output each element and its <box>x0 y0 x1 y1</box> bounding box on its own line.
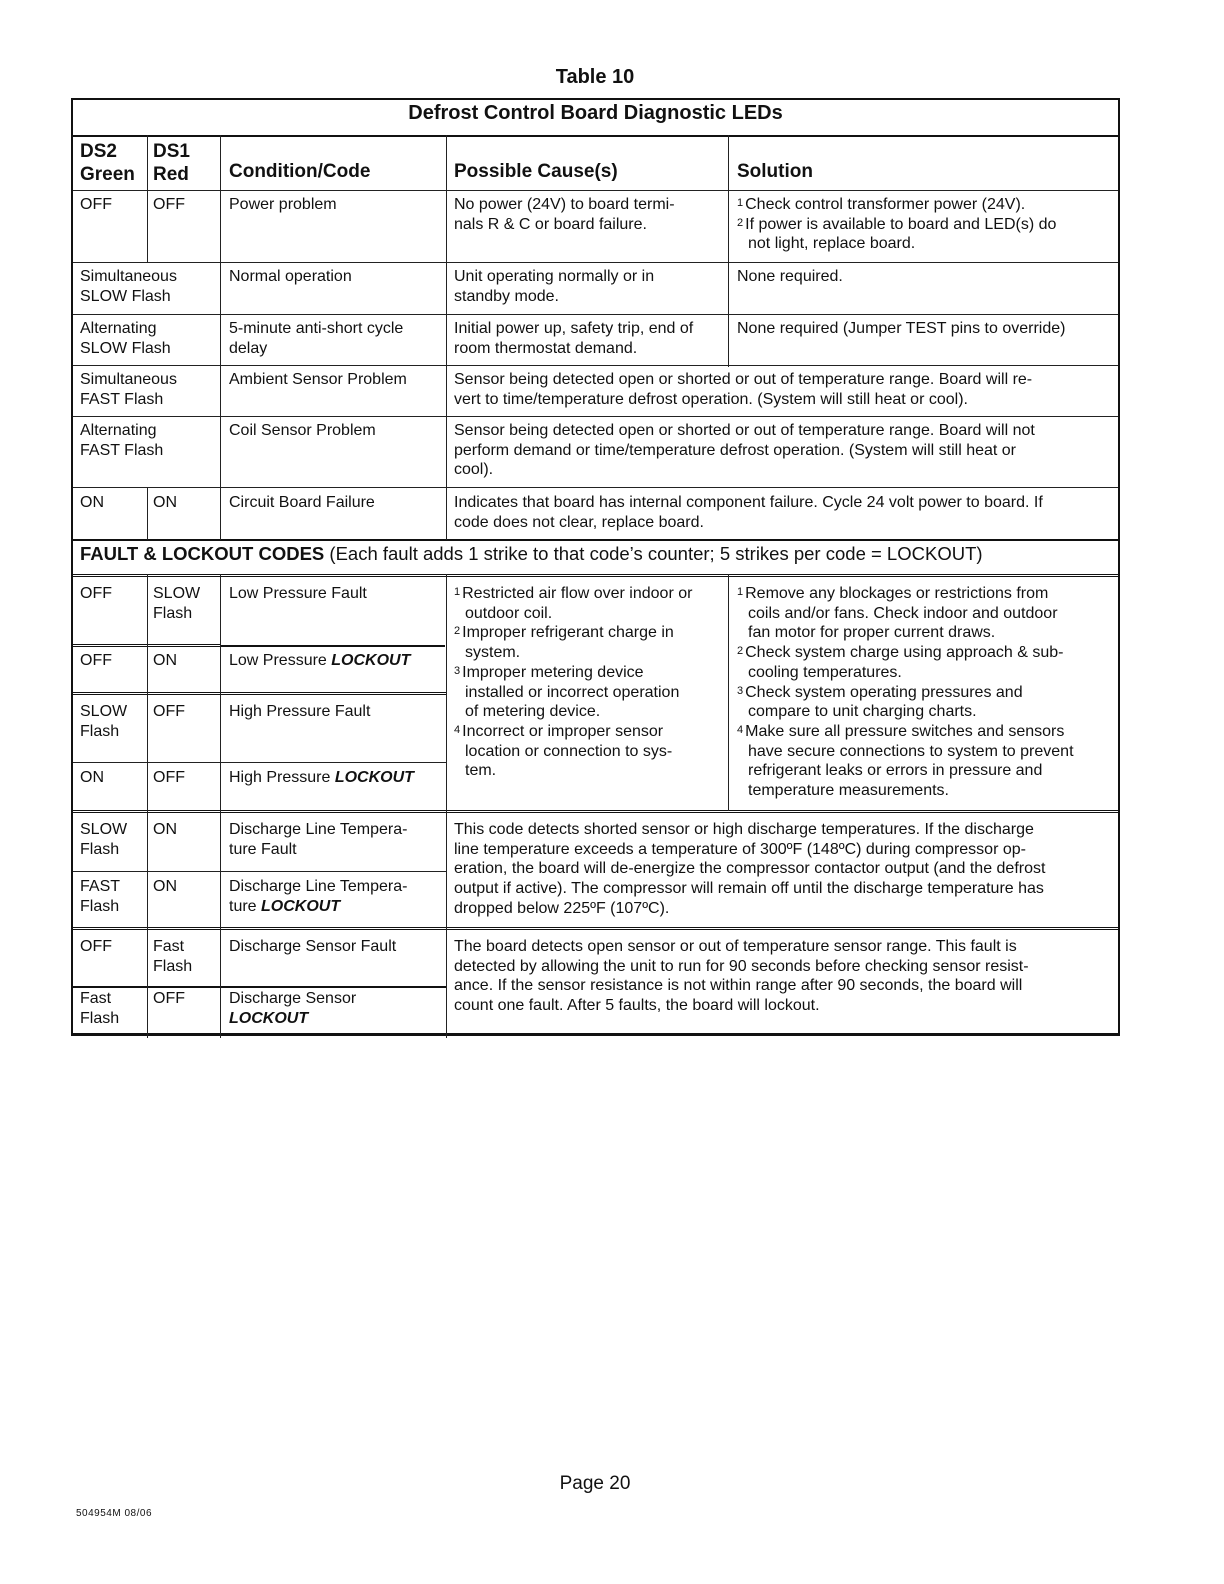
row5-leds: Alternating FAST Flash <box>80 422 164 459</box>
pressure-row3-condition: High Pressure Fault <box>229 703 371 720</box>
row3-solution: None required (Jumper TEST pins to override) <box>737 320 1066 337</box>
row3-cause: Initial power up, safety trip, end of room thermostat demand. <box>454 320 694 357</box>
row5-text: Sensor being detected open or shorted or out of temperature range. Board will not perform demand or time/temperature defrost operation. (System will still heat or cool). <box>454 422 1035 479</box>
document-id: 504954M 08/06 <box>76 1508 153 1519</box>
sensor-row1-ds1: Fast Flash <box>153 938 193 975</box>
section-rule <box>73 539 1118 541</box>
pressure-causes: $^1$ Restricted air flow over indoor or outdoor coil. $^2$ Improper refrigerant charge in system. $^3$ Improper metering device installed or incorrect operation of metering device. $^4$ Incorrect or improper sensor location or connection to sys- tem. <box>454 585 693 780</box>
fault-section-header: FAULT & LOCKOUT CODES (Each fault adds 1 strike to that code’s counter; 5 strikes per code = LOCKOUT) <box>80 543 983 564</box>
row2-condition: Normal operation <box>229 268 352 285</box>
row5-condition: Coil Sensor Problem <box>229 422 376 439</box>
section-rule <box>73 927 1118 932</box>
row4-text: Sensor being detected open or shorted or out of temperature range. Board will re- vert to time/temperature defrost operation. (System will still heat or cool). <box>454 371 1033 408</box>
col-rule <box>728 135 729 367</box>
pressure-row1-ds1: SLOW Flash <box>153 585 201 622</box>
row6-condition: Circuit Board Failure <box>229 494 375 511</box>
row-rule <box>73 365 1118 366</box>
table-title: Defrost Control Board Diagnostic LEDs <box>408 102 783 124</box>
sensor-row2-ds1: OFF <box>153 990 185 1007</box>
pressure-row2-condition: Low Pressure LOCKOUT <box>229 652 411 669</box>
row-rule <box>73 692 446 697</box>
header-ds1: DS1 Red <box>153 141 190 185</box>
header-condition: Condition/Code <box>229 161 371 182</box>
row2-solution: None required. <box>737 268 843 285</box>
col-rule <box>728 574 729 811</box>
pressure-row4-ds2: ON <box>80 769 104 786</box>
row6-text: Indicates that board has internal component failure. Cycle 24 volt power to board. If code does not clear, replace board. <box>454 494 1043 531</box>
discharge-row1-condition: Discharge Line Tempera- ture Fault <box>229 821 408 858</box>
pressure-row1-condition: Low Pressure Fault <box>229 585 367 602</box>
header-cause: Possible Cause(s) <box>454 161 618 182</box>
row3-leds: Alternating SLOW Flash <box>80 320 171 357</box>
col-rule <box>147 135 148 263</box>
row-rule <box>73 262 1118 263</box>
discharge-row2-ds1: ON <box>153 878 177 895</box>
row1-condition: Power problem <box>229 196 337 213</box>
row-rule <box>73 487 1118 488</box>
row1-cause: No power (24V) to board termi- nals R & C or board failure. <box>454 196 675 233</box>
row-rule <box>73 986 446 988</box>
row-rule <box>73 871 446 872</box>
col-rule <box>147 487 148 540</box>
row4-leds: Simultaneous FAST Flash <box>80 371 177 408</box>
table-label: Table 10 <box>555 66 635 88</box>
pressure-row2-ds1: ON <box>153 652 177 669</box>
row-rule <box>73 416 1118 417</box>
header-ds2: DS2 Green <box>80 141 135 185</box>
discharge-row1-ds1: ON <box>153 821 177 838</box>
discharge-row2-condition: Discharge Line Tempera- ture LOCKOUT <box>229 878 408 915</box>
title-rule <box>73 135 1118 137</box>
row6-ds2: ON <box>80 494 104 511</box>
row1-solution: $^1$ Check control transformer power (24V). $^2$ If power is available to board and LED(s) do not light, replace board. <box>737 196 1057 253</box>
sensor-row1-ds2: OFF <box>80 938 112 955</box>
sensor-row2-condition: Discharge Sensor LOCKOUT <box>229 990 357 1027</box>
row3-condition: 5-minute anti-short cycle delay <box>229 320 404 357</box>
col-rule <box>446 574 447 1038</box>
row-rule <box>73 314 1118 315</box>
page-number: Page 20 <box>559 1473 631 1494</box>
pressure-row3-ds1: OFF <box>153 703 185 720</box>
sensor-row2-ds2: Fast Flash <box>80 990 120 1027</box>
col-rule <box>220 574 221 1038</box>
pressure-row3-ds2: SLOW Flash <box>80 703 128 740</box>
discharge-text: This code detects shorted sensor or high discharge temperatures. If the discharge line temperature exceeds a temperature of 300ºF (148ºC) during compressor op- eration, the board will de-energize the compressor contactor output (and the defrost output if active). The compressor will remain off until the discharge temperature has dropped below 225ºF (107ºC). <box>454 821 1046 917</box>
header-rule <box>73 190 1118 191</box>
pressure-row4-ds1: OFF <box>153 769 185 786</box>
row-rule <box>221 645 445 647</box>
section-rule <box>73 574 1118 579</box>
row-rule <box>73 762 446 763</box>
sensor-row1-condition: Discharge Sensor Fault <box>229 938 397 955</box>
col-rule <box>147 574 148 1038</box>
discharge-row2-ds2: FAST Flash <box>80 878 121 915</box>
pressure-row4-condition: High Pressure LOCKOUT <box>229 769 414 786</box>
row6-ds1: ON <box>153 494 177 511</box>
sensor-text: The board detects open sensor or out of temperature sensor range. This fault is detected by allowing the unit to run for 90 seconds before checking sensor resist- ance. If the sensor resistance is not within range after 90 seconds, the board will count one fault. After 5 faults, the board will lockout. <box>454 938 1029 1015</box>
section-rule <box>73 810 1118 815</box>
pressure-row2-ds2: OFF <box>80 652 112 669</box>
pressure-row1-ds2: OFF <box>80 585 112 602</box>
row2-leds: Simultaneous SLOW Flash <box>80 268 177 305</box>
row2-cause: Unit operating normally or in standby mode. <box>454 268 655 305</box>
col-rule <box>220 135 221 540</box>
row4-condition: Ambient Sensor Problem <box>229 371 407 388</box>
diagnostic-table <box>71 98 1120 1036</box>
col-rule <box>446 135 447 540</box>
header-solution: Solution <box>737 161 813 182</box>
discharge-row1-ds2: SLOW Flash <box>80 821 128 858</box>
pressure-solutions: $^1$ Remove any blockages or restrictions from coils and/or fans. Check indoor and outdoor fan motor for proper current draws. $^2$ Check system charge using approach & sub- cooling temperatures. $^3$ Check system operating pressures and compare to unit charging charts. $^4$ Make sure all pressure switches and sensors have secure connections to system to prevent refrigerant leaks or errors in pressure and temperature measurements. <box>737 585 1074 800</box>
row1-ds2: OFF <box>80 196 112 213</box>
row1-ds1: OFF <box>153 196 185 213</box>
